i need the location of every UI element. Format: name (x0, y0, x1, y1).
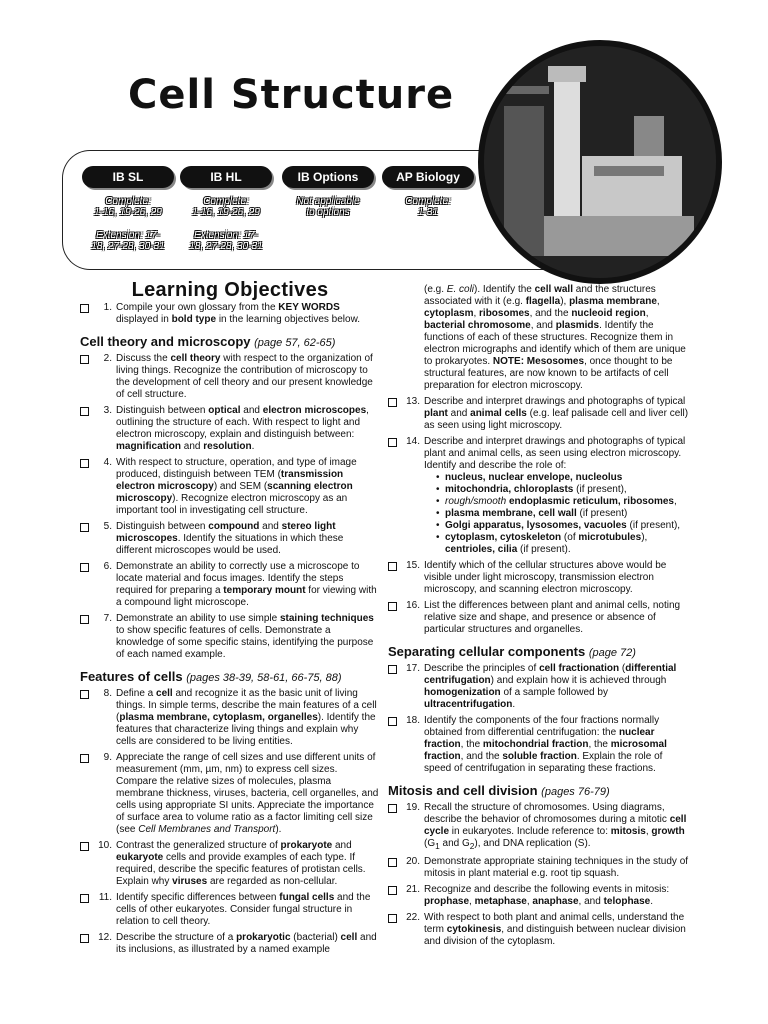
checkbox[interactable] (388, 602, 397, 611)
course-complete: Not applicable to options (296, 196, 360, 218)
learning-objectives-heading: Learning Objectives (131, 279, 329, 301)
course-ib-hl (180, 166, 272, 252)
objective-item: 7. Demonstrate an ability to use simple staining techniques to show specific features of cells. Demonstrate a knowledge of some specific stains, identifying the purpose of each named example. (80, 613, 380, 661)
objective-item: 21. Recognize and describe the following events in mitosis: prophase, metaphase, anaphase, and telophase. (388, 884, 690, 908)
list-item: • rough/smooth endoplasmic reticulum, ribosomes, (436, 496, 690, 508)
section-heading-features: Features of cells (pages 38-39, 58-61, 66-75, 88) (80, 669, 342, 684)
objective-item: 3. Distinguish between optical and electron microscopes, outlining the structure of each. With respect to light and electron microscopy, explain and distinguish between: magnification and resolution. (80, 405, 380, 453)
objective-item: 11. Identify specific differences between fungal cells and the cells of other eukaryotes. Consider fungal structure in relation to cell theory. (80, 892, 380, 928)
objective-item: 19. Recall the structure of chromosomes. Using diagrams, describe the behavior of chromosomes during a mitotic cell cycle in eukaryotes. Include reference to: mitosis, growth ($G_1$ and $G_2$), and DNA replication (S). (388, 802, 690, 852)
objective-item: 5. Distinguish between compound and stereo light microscopes. Identify the situations in which these different microscopes would be used. (80, 521, 380, 557)
left-column (80, 279, 380, 960)
objective-item: 20. Demonstrate appropriate staining techniques in the study of mitosis in plant material e.g. root tip squash. (388, 856, 690, 880)
course-name: AP Biology (382, 166, 474, 188)
objective-item: 9. Appreciate the range of cell sizes and use different units of measurement (mm, µm, nm) to express cell sizes. Compare the relative sizes of molecules, plasma membrane thickness, viruses, bacteria, cell organelles, and cells using appropriate SI units. Appreciate the importance of surface area to volume ratio as a factor limiting cell size (see Cell Membranes and Transport). (80, 752, 380, 836)
organelle-list (424, 472, 690, 556)
checkbox[interactable] (80, 304, 89, 313)
checkbox[interactable] (80, 690, 89, 699)
list-item: • nucleus, nuclear envelope, nucleolus (436, 472, 690, 484)
objective-item: 17. Describe the principles of cell fractionation (differential centrifugation) and explain how it is achieved through homogenization of a sample followed by ultracentrifugation. (388, 663, 690, 711)
objective-item: 12. Describe the structure of a prokaryotic (bacterial) cell and its inclusions, as illustrated by a named example (80, 932, 380, 956)
checkbox[interactable] (80, 355, 89, 364)
checkbox[interactable] (388, 398, 397, 407)
objective-item: 22. With respect to both plant and animal cells, understand the term cytokinesis, and distinguish between nuclear division and division of the cytoplasm. (388, 912, 690, 948)
list-item: • plasma membrane, cell wall (if present) (436, 508, 690, 520)
checkbox[interactable] (80, 842, 89, 851)
objective-item: 14. Describe and interpret drawings and photographs of typical plant and animal cells, as seen using electron microscopy. Identify and describe the role of: • nucleus, nuclear envelope, nucleolus • mitochondria, chloroplasts (if present), • rough/smooth endoplasmic reticulum, ribosomes, • plasma membrane, cell wall (if present) • Golgi apparatus, lysosomes, vacuoles (if present), • cytoplasm, cytoskeleton (of microtubules), centrioles, cilia (if present). (388, 436, 690, 556)
checkbox[interactable] (80, 459, 89, 468)
course-ap-biology (382, 166, 474, 218)
objective-item: 13. Describe and interpret drawings and photographs of typical plant and animal cells (e.g. leaf palisade cell and liver cell) as seen using light microscopy. (388, 396, 690, 432)
course-extension: Extension: 17- 18, 27-28, 30-31 (189, 230, 263, 252)
section-heading-mitosis: Mitosis and cell division (pages 76-79) (388, 783, 610, 798)
checkbox[interactable] (388, 914, 397, 923)
checkbox[interactable] (80, 934, 89, 943)
objective-continuation: (e.g. E. coli). Identify the cell wall and the structures associated with it (e.g. flagella), plasma membrane, cytoplasm, ribosomes, and the nucleoid region, bacterial chromosome, and plasmids. Identify the functions of each of these structures. Recognize them in electron micrographs and identify which of them are unique to prokaryotes. NOTE: Mesosomes, once thought to be structural features, are now known to be artifacts of cell preparation for electron microscopy. (424, 284, 686, 391)
list-item: • cytoplasm, cytoskeleton (of microtubules), centrioles, cilia (if present). (436, 532, 690, 556)
objective-item: 4. With respect to structure, operation, and type of image produced, distinguish between TEM (transmission electron microscopy) and SEM (scanning electron microscopy). Recognize electron microscopy as an important tool in investigating cell structure. (80, 457, 380, 517)
checkbox[interactable] (388, 858, 397, 867)
course-name: IB SL (82, 166, 174, 188)
checkbox[interactable] (80, 523, 89, 532)
right-column (388, 284, 690, 952)
page-title: Cell Structure (128, 72, 455, 118)
objective-item: 16. List the differences between plant and animal cells, noting relative size and shape, and presence or absence of particular structures and organelles. (388, 600, 690, 636)
course-ib-sl (82, 166, 174, 252)
checkbox[interactable] (80, 615, 89, 624)
checkbox[interactable] (80, 407, 89, 416)
checkbox[interactable] (388, 717, 397, 726)
course-complete: Complete: 1-16, 19-26, 29 (94, 196, 162, 218)
checkbox[interactable] (80, 894, 89, 903)
objective-item: 2. Discuss the cell theory with respect to the organization of living things. Recognize the contribution of microscopy to the development of cell theory and our present knowledge of cell structure. (80, 353, 380, 401)
section-heading-separating: Separating cellular components (page 72) (388, 644, 636, 659)
objective-item: 6. Demonstrate an ability to correctly use a microscope to locate material and focus images. Identify the steps required for preparing a temporary mount for viewing with a compound light microscope. (80, 561, 380, 609)
course-ib-options (282, 166, 374, 218)
objective-item: 18. Identify the components of the four fractions normally obtained from differential centrifugation: the nuclear fraction, the mitochondrial fraction, the microsomal fraction, and the soluble fraction. Explain the role of speed of centrifugation in separating these fractions. (388, 715, 690, 775)
course-extension: Extension: 17- 18, 27-28, 30-31 (91, 230, 165, 252)
objective-item: 8. Define a cell and recognize it as the basic unit of living things. In simple terms, describe the main features of a cell (plasma membrane, cytoplasm, organelles). Identify the features that characterize living things and explain why cells are considered to be living entities. (80, 688, 380, 748)
checkbox[interactable] (80, 754, 89, 763)
objective-item: 15. Identify which of the cellular structures above would be visible under light microscopy, transmission electron microscopy, and scanning electron microscopy. (388, 560, 690, 596)
objective-item: 10. Contrast the generalized structure of prokaryote and eukaryote cells and provide examples of each type. If required, describe the specific features of protistan cells. Explain why viruses are regarded as non-cellular. (80, 840, 380, 888)
checkbox[interactable] (388, 804, 397, 813)
objective-item: 1. Compile your own glossary from the KEY WORDS displayed in bold type in the learning objectives below. (80, 302, 380, 326)
checkbox[interactable] (388, 886, 397, 895)
course-complete: Complete: 1-31 (405, 196, 451, 218)
microscope-photo (478, 40, 722, 284)
course-name: IB Options (282, 166, 374, 188)
checkbox[interactable] (388, 665, 397, 674)
checkbox[interactable] (388, 438, 397, 447)
checkbox[interactable] (388, 562, 397, 571)
section-heading-cell-theory: Cell theory and microscopy (page 57, 62-65) (80, 334, 336, 349)
list-item: • Golgi apparatus, lysosomes, vacuoles (if present), (436, 520, 690, 532)
course-complete: Complete: 1-16, 19-26, 29 (192, 196, 260, 218)
course-name: IB HL (180, 166, 272, 188)
list-item: • mitochondria, chloroplasts (if present), (436, 484, 690, 496)
checkbox[interactable] (80, 563, 89, 572)
